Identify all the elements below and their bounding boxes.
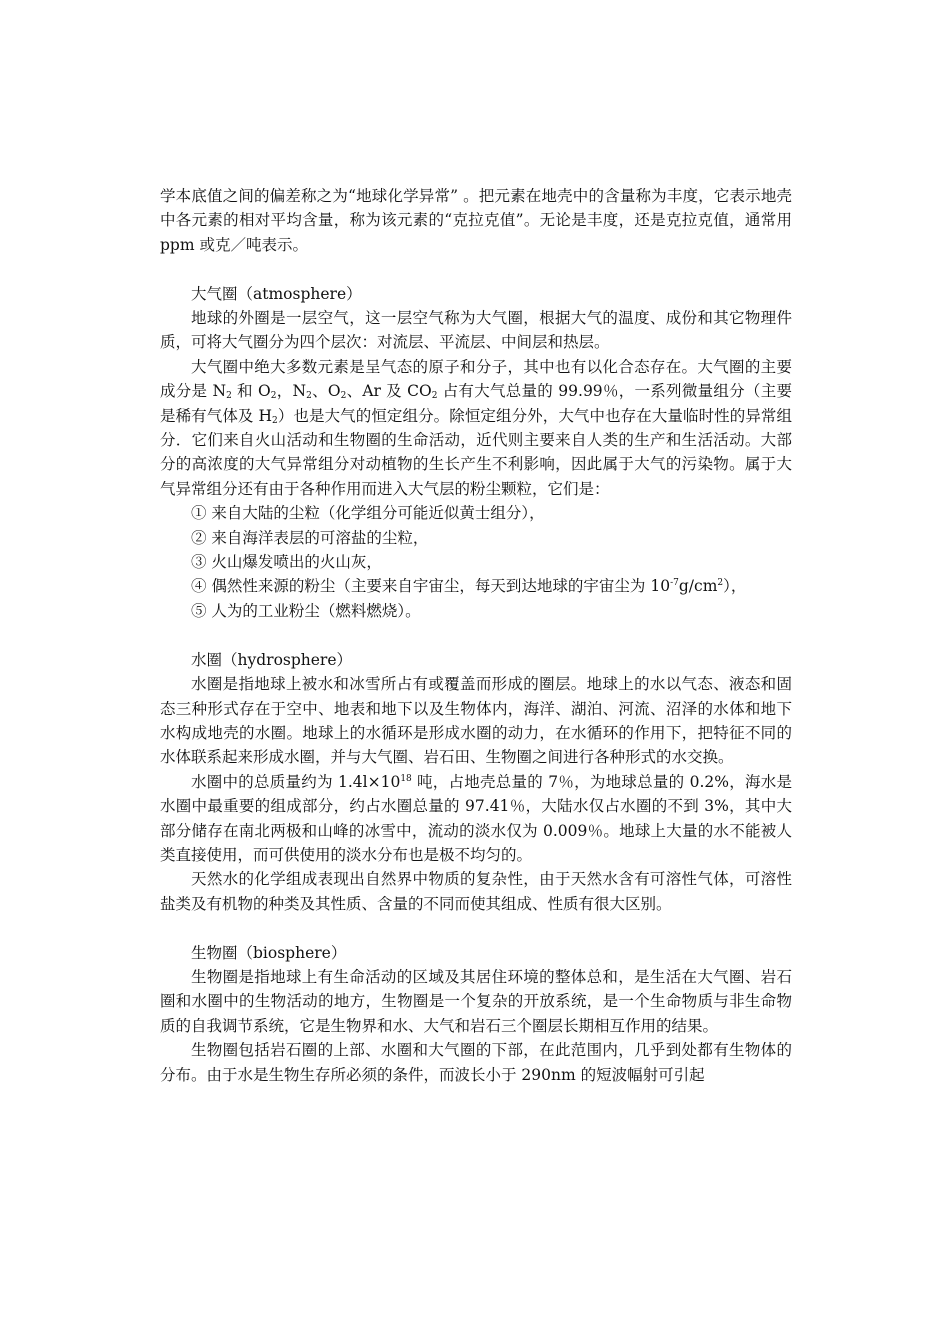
text-run: 和 O [231,382,271,401]
text-run: 、Ar 及 CO [346,382,432,401]
text-run: 水圈中的总质量约为 1.4l×10 [191,772,401,791]
subscript: 2 [270,391,277,402]
atmosphere-paragraph-1: 地球的外圈是一层空气，这一层空气称为大气圈，根据大气的温度、成份和其它物理件质，可将大气圈分为四个层次：对流层、平流层、中间层和热层。 [160,309,792,352]
superscript: 2 [717,578,724,589]
dust-list-item-5: ⑤ 人为的工业粉尘（燃料燃烧）。 [191,601,421,620]
subscript: 2 [340,391,347,402]
hydrosphere-paragraph-2 [160,770,792,868]
dust-list-item-4 [160,574,792,598]
section-heading-hydrosphere: 水圈（hydrosphere） [191,650,353,669]
subscript: 2 [272,415,278,426]
hydrosphere-paragraph-1: 水圈是指地球上被水和冰雪所占有或覆盖而形成的圈层。地球上的水以气态、液态和固态三种形式存在于空中、地表和地下以及生物体内，海洋、湖泊、河流、沼泽的水体和地下水构成地壳的水圈。地球上的水循环是形成水圈的动力，在水循环的作用下，把特征不同的水体联系起来形成水圈，并与大气圈、岩石田、生物圈之间进行各种形式的水交换。 [160,675,792,767]
dust-list-item-1: ① 来自大陆的尘粒（化学组分可能近似黄士组分）， [191,504,545,523]
text-run: ）， [723,577,747,596]
subscript: 2 [306,391,312,402]
biosphere-paragraph-2: 生物圈包括岩石圈的上部、水圈和大气圈的下部，在此范围内，几乎到处都有生物体的分布。由于水是生物生存所必须的条件，而波长小于 290nm 的短波幅射可引起 [160,1041,792,1084]
hydrosphere-paragraph-3: 天然水的化学组成表现出自然界中物质的复杂性，由于天然水含有可溶性气体，可溶性盐类及有机物的种类及其性质、含量的不同而使其组成、性质有很大区别。 [160,870,792,913]
dust-list-item-2: ② 来自海洋表层的可溶盐的尘粒， [191,528,429,547]
biosphere-paragraph-1: 生物圈是指地球上有生命活动的区域及其居住环境的整体总和，是生活在大气圈、岩石圈和水圈中的生物活动的地方，生物圈是一个复杂的开放系统，是一个生命物质与非生命物质的自我调节系统，它是生物界和水、大气和岩石三个圈层长期相互作用的结果。 [160,967,792,1035]
atmosphere-paragraph-2 [160,355,792,501]
section-heading-atmosphere: 大气圈（atmosphere） [191,284,362,303]
subscript: 2 [431,391,438,402]
text-run: ④ 偶然性来源的粉尘（主要来自宇宙尘，每天到达地球的宇宙尘为 10 [191,577,671,596]
text-run: 、O [311,382,341,401]
superscript: -7 [670,578,679,589]
subscript: 2 [226,391,232,402]
superscript: 18 [400,773,412,784]
document-body [160,184,792,1087]
intro-paragraph: 学本底值之间的偏差称之为“地球化学异常” 。把元素在地壳中的含量称为丰度，它表示地壳中各元素的相对平均含量，称为该元素的“克拉克值”。无论是丰度，还是克拉克值，通常用 ppm 或克／吨表示。 [160,187,792,254]
text-run: ）也是大气的恒定组分。除恒定组分外，大气中也存在大量临时性的异常组分．它们来自火山活动和生物圈的生命活动，近代则主要来自人类的生产和生活活动。大部分的高浓度的大气异常组分对动植物的生长产生不利影响，因此属于大气的污染物。属于大气异常组分还有由于各种作用而进入大气层的粉尘颗粒，它们是： [160,406,792,498]
section-heading-biosphere: 生物圈（biosphere） [191,943,347,962]
text-run: g/cm [678,577,718,596]
text-run: ，N [276,382,307,401]
text-run: 占有大气总量的 99.99％，一系列微量组分（主要是稀有气体及 H [160,382,792,425]
text-run: 大气圈中绝大多数元素是呈气态的原子和分子，其中也有以化合态存在。大气圈的主要成分是 N [160,357,792,401]
dust-list-item-3: ③ 火山爆发喷出的火山灰， [191,553,382,572]
text-run: 吨，占地壳总量的 7％，为地球总量的 0.2%，海水是水圈中最重要的组成部分，约占水圈总量的 97.41％，大陆水仅占水圈的不到 3%，其中大部分储存在南北两极和山峰的冰雪中，流动的淡水仅为 0.009％。地球上大量的水不能被人类直接使用，而可供使用的淡水分布也是极不均匀的。 [160,772,792,864]
